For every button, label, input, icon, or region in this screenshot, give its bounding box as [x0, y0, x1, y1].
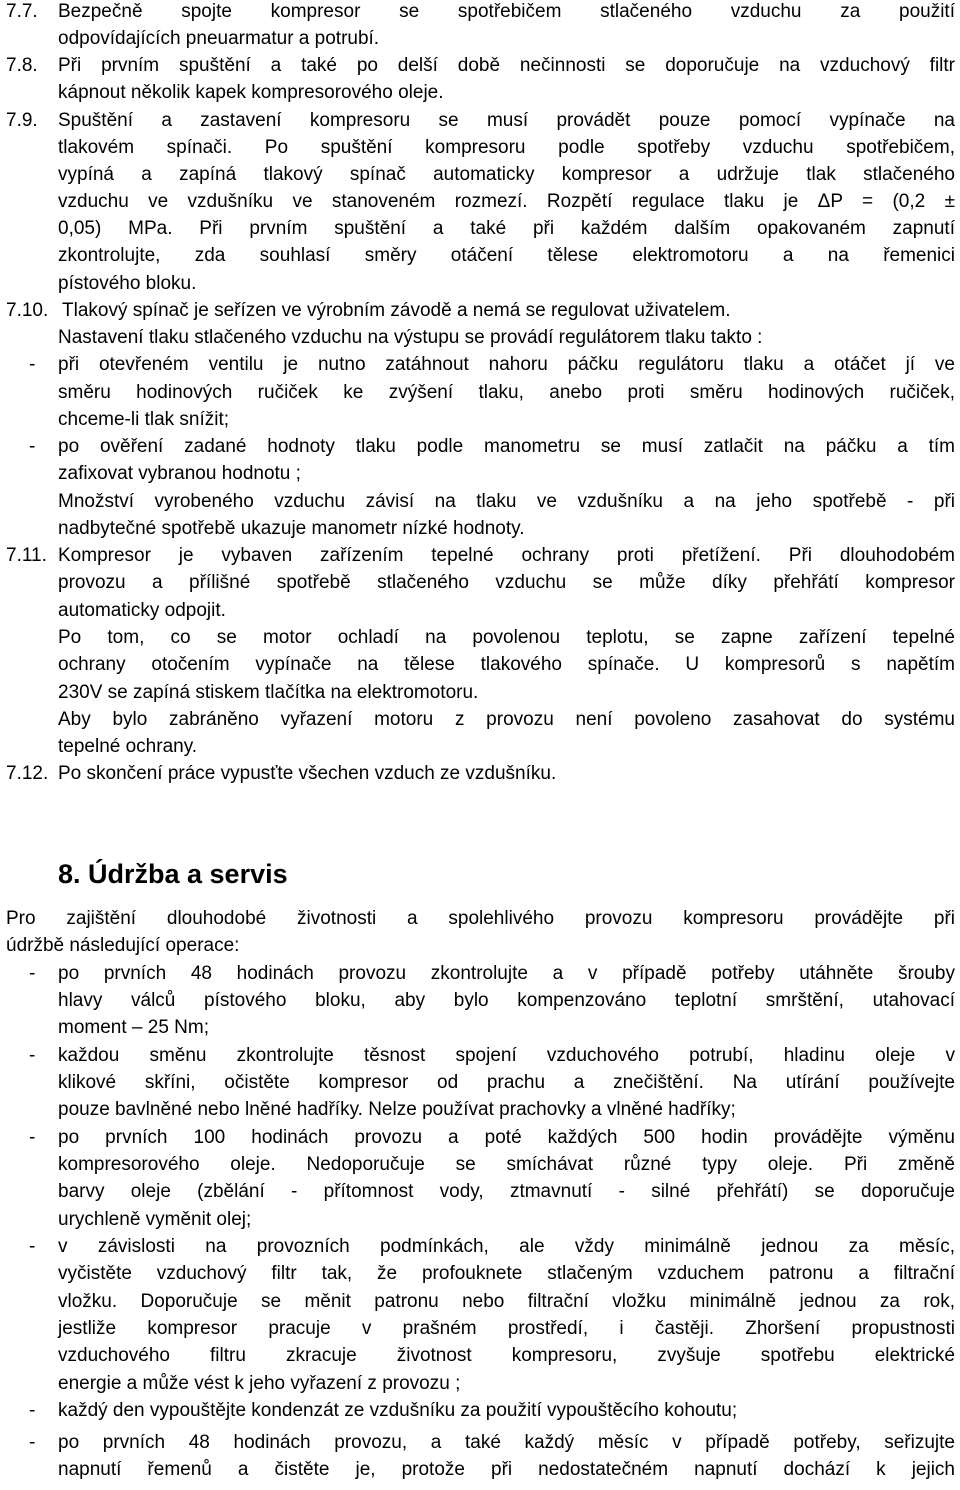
list-dash: - — [29, 354, 36, 375]
text-line: tlakovém spínači. Po spuštění kompresoru podle spotřeby vzduchu spotřebičem, — [58, 137, 955, 158]
text-line: údržbě následující operace: — [6, 935, 240, 956]
text-line: jestliže kompresor pracuje v prašném prostředí, i častěji. Zhoršení propustnosti — [58, 1318, 955, 1339]
text-line: napnutí řemenů a čistěte je, protože při nedostatečném napnutí dochází k jejich — [58, 1459, 955, 1480]
text-line: po ověření zadané hodnoty tlaku podle manometru se musí zatlačit na páčku a tím — [58, 436, 955, 457]
text-line: energie a může vést k jeho vyřazení z provozu ; — [58, 1373, 461, 1394]
text-line: Po tom, co se motor ochladí na povolenou teplotu, se zapne zařízení tepelné — [58, 627, 955, 648]
text-line: Při prvním spuštění a také po delší době nečinnosti se doporučuje na vzduchový filtr — [58, 55, 955, 76]
item-number: 7.12. — [6, 763, 49, 784]
text-line: Nastavení tlaku stlačeného vzduchu na výstupu se provádí regulátorem tlaku takto : — [58, 327, 763, 348]
text-line: vložku. Doporučuje se měnit patronu nebo filtrační vložku minimálně jednou za rok, — [58, 1291, 955, 1312]
text-line: kápnout několik kapek kompresorového oleje. — [58, 82, 444, 103]
item-number: 7.8. — [6, 55, 38, 76]
text-line: pístového bloku. — [58, 273, 197, 294]
text-line: vypíná a zapíná tlakový spínač automaticky kompresor a udržuje tlak stlačeného — [58, 164, 955, 185]
text-line: klikové skříni, očistěte kompresor od prachu a znečištění. Na utírání používejte — [58, 1072, 955, 1093]
text-line: nadbytečné spotřebě ukazuje manometr nízké hodnoty. — [58, 518, 525, 539]
text-line: Tlakový spínač je seřízen ve výrobním závodě a nemá se regulovat uživatelem. — [62, 300, 731, 321]
text-line: 230V se zapíná stiskem tlačítka na elektromotoru. — [58, 682, 479, 703]
text-line: po prvních 100 hodinách provozu a poté každých 500 hodin provádějte výměnu — [58, 1127, 955, 1148]
list-dash: - — [29, 1236, 36, 1257]
text-line: vyčistěte vzduchový filtr tak, že profouknete stlačeným vzduchem patronu a filtrační — [58, 1263, 955, 1284]
text-line: vzduchu ve vzdušníku ve stanoveném rozmezí. Rozpětí regulace tlaku je ΔP = (0,2 ± — [58, 191, 955, 212]
text-line: provozu a přílišné spotřebě stlačeného vzduchu se může díky přehřátí kompresor — [58, 572, 955, 593]
text-line: Bezpečně spojte kompresor se spotřebičem stlačeného vzduchu za použití — [58, 1, 955, 22]
text-line: automaticky odpojit. — [58, 600, 226, 621]
text-line: po prvních 48 hodinách provozu zkontrolujte a v případě potřeby utáhněte šrouby — [58, 963, 955, 984]
text-line: odpovídajících pneuarmatur a potrubí. — [58, 28, 380, 49]
text-line: Pro zajištění dlouhodobé životnosti a spolehlivého provozu kompresoru provádějte při — [6, 908, 955, 929]
item-number: 7.9. — [6, 110, 38, 131]
item-number: 7.7. — [6, 1, 38, 22]
list-dash: - — [29, 1432, 36, 1453]
text-line: zkontrolujte, zda souhlasí směry otáčení tělese elektromotoru a na řemenici — [58, 245, 955, 266]
list-dash: - — [29, 963, 36, 984]
text-line: Aby bylo zabráněno vyřazení motoru z provozu není povoleno zasahovat do systému — [58, 709, 955, 730]
text-line: urychleně vyměnit olej; — [58, 1209, 252, 1230]
list-dash: - — [29, 1400, 36, 1421]
text-line: po prvních 48 hodinách provozu, a také každý měsíc v případě potřeby, seřizujte — [58, 1432, 955, 1453]
list-dash: - — [29, 436, 36, 457]
text-line: ochrany otočením vypínače na tělese tlakového spínače. U kompresorů s napětím — [58, 654, 955, 675]
text-line: 0,05) MPa. Při prvním spuštění a také při každém dalším opakovaném zapnutí — [58, 218, 955, 239]
text-line: v závislosti na provozních podmínkách, ale vždy minimálně jednou za měsíc, — [58, 1236, 955, 1257]
item-number: 7.11. — [6, 545, 47, 566]
text-line: chceme-li tlak snížit; — [58, 409, 230, 430]
list-dash: - — [29, 1127, 36, 1148]
text-line: směru hodinových ručiček ke zvýšení tlaku, anebo proti směru hodinových ručiček, — [58, 382, 955, 403]
text-line: Kompresor je vybaven zařízením tepelné ochrany proti přetížení. Při dlouhodobém — [58, 545, 955, 566]
text-line: každý den vypouštějte kondenzát ze vzdušníku za použití vypouštěcího kohoutu; — [58, 1400, 738, 1421]
text-line: pouze bavlněné nebo lněné hadříky. Nelze používat prachovky a vlněné hadříky; — [58, 1099, 736, 1120]
text-line: hlavy válců pístového bloku, aby bylo kompenzováno teplotní smrštění, utahovací — [58, 990, 955, 1011]
text-line: Po skončení práce vypusťte všechen vzduch ze vzdušníku. — [58, 763, 557, 784]
text-line: při otevřeném ventilu je nutno zatáhnout nahoru páčku regulátoru tlaku a otáčet jí ve — [58, 354, 955, 375]
text-line: každou směnu zkontrolujte těsnost spojení vzduchového potrubí, hladinu oleje v — [58, 1045, 955, 1066]
text-line: barvy oleje (zbělání - přítomnost vody, ztmavnutí - silné přehřátí) se doporučuje — [58, 1181, 955, 1202]
text-line: moment – 25 Nm; — [58, 1017, 209, 1038]
section-heading: 8. Údržba a servis — [58, 859, 288, 889]
text-line: Spuštění a zastavení kompresoru se musí provádět pouze pomocí vypínače na — [58, 110, 955, 131]
text-line: vzduchového filtru zkracuje životnost kompresoru, zvyšuje spotřebu elektrické — [58, 1345, 955, 1366]
text-line: Množství vyrobeného vzduchu závisí na tlaku ve vzdušníku a na jeho spotřebě - při — [58, 491, 955, 512]
item-number: 7.10. — [6, 300, 49, 321]
text-line: kompresorového oleje. Nedoporučuje se smíchávat různé typy oleje. Při změně — [58, 1154, 955, 1175]
list-dash: - — [29, 1045, 36, 1066]
text-line: zafixovat vybranou hodnotu ; — [58, 463, 301, 484]
text-line: tepelné ochrany. — [58, 736, 198, 757]
